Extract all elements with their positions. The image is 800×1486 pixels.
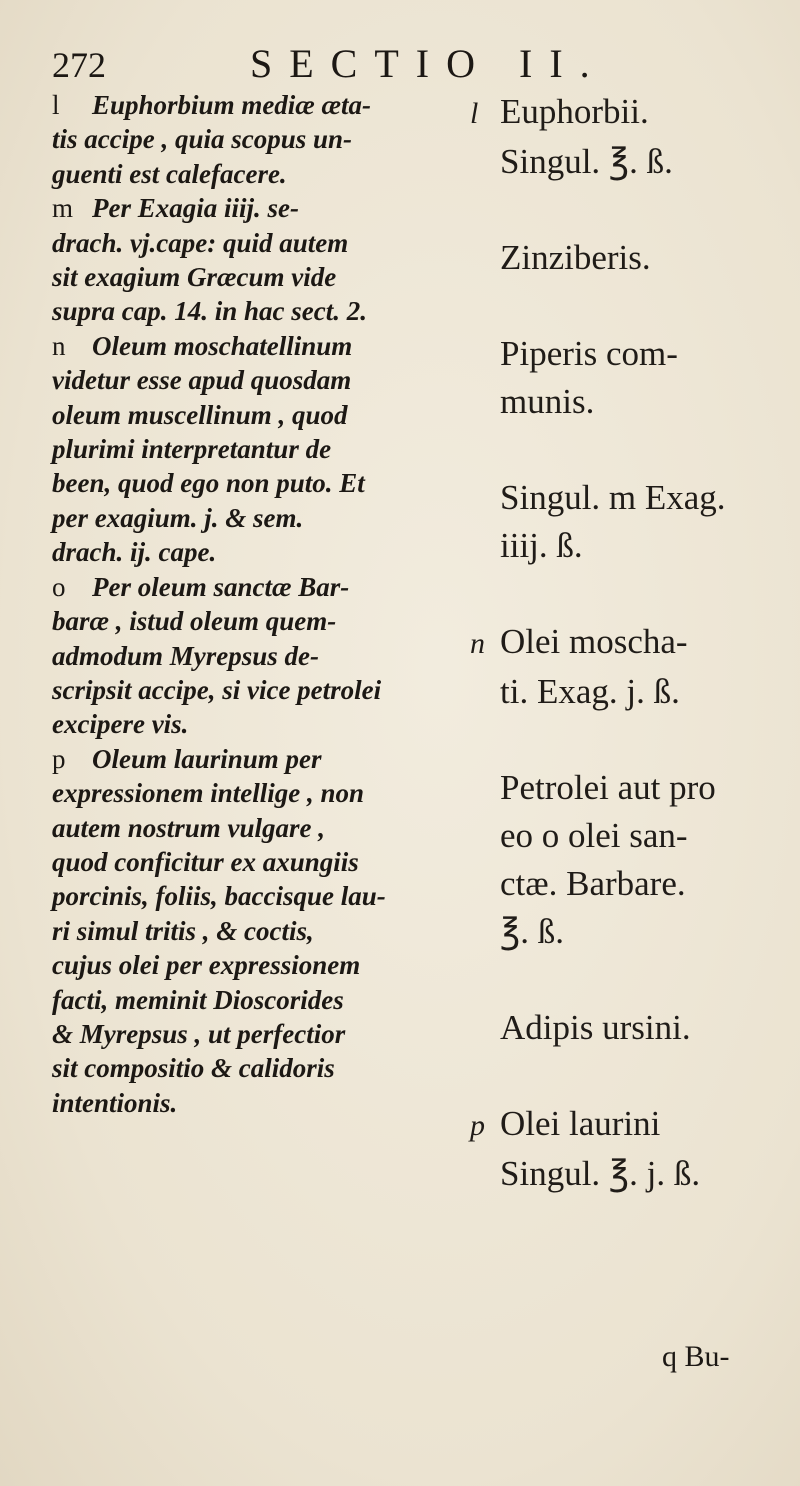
note-line [52,122,462,156]
note-text: Euphorbium mediæ æta- [92,90,372,120]
note-line [52,845,462,879]
note-text: ri simul tritis , & coctis, [52,915,314,946]
recipe-line [470,716,788,764]
recipe-line [470,234,788,282]
recipe-line [470,522,788,570]
note-line [52,1051,462,1085]
recipe-line [470,812,788,860]
note-text: intentionis. [52,1087,178,1118]
note-line [52,776,462,810]
note-letter: m [52,193,74,224]
note-mark: n [470,627,485,660]
recipe-line [470,138,788,186]
recipe-line [470,88,788,138]
note-line [52,398,462,432]
note-mark: p [470,1109,485,1142]
note-line [52,707,462,741]
note-line [52,88,462,122]
recipe-line [470,956,788,1004]
recipe-line [470,570,788,618]
note-line [52,501,462,535]
note-text: sit exagium Græcum vide [52,262,337,293]
note-l [52,88,462,191]
note-line [52,879,462,913]
recipe-ingredients [470,88,788,1198]
note-text: expressionem intellige , non [52,778,365,809]
note-text: Per Exagia iiij. se- [92,193,299,224]
note-text: per exagium. j. & sem. [52,502,304,533]
note-line [52,432,462,466]
note-text: autem nostrum vulgare , [52,812,326,843]
note-letter: p [52,743,66,774]
ingredient-text: ℥. ß. [500,912,564,951]
note-line [52,191,462,225]
note-text: guenti est calefacere. [52,158,287,189]
recipe-line [470,860,788,908]
recipe-line [470,1052,788,1100]
note-text: Oleum moschatellinum [92,330,353,361]
note-letter: l [52,90,60,120]
recipe-line [470,186,788,234]
recipe-line [470,282,788,330]
note-letter: o [52,571,66,602]
note-line [52,604,462,638]
note-line [52,1017,462,1051]
note-n [52,329,462,570]
note-line [52,535,462,569]
note-line [52,948,462,982]
note-text: sit compositio & calidoris [52,1053,335,1084]
note-text: admodum Myrepsus de- [52,640,320,671]
running-head: SECTIO II. [250,41,607,86]
note-letter: n [52,330,66,361]
recipe-line [470,618,788,668]
note-o [52,570,462,742]
note-text: plurimi interpretantur de [52,434,332,465]
note-text: scripsit accipe, si vice petrolei [52,674,382,705]
recipe-line [470,908,788,956]
note-text: drach. vj.cape: quid autem [52,227,349,258]
ingredient-text: Olei laurini [500,1104,661,1143]
note-line [52,1086,462,1120]
recipe-line [470,1150,788,1198]
note-mark: l [470,97,479,130]
note-line [52,914,462,948]
recipe-line [470,378,788,426]
note-line [52,466,462,500]
note-text: oleum muscellinum , quod [52,399,348,430]
recipe-line [470,330,788,378]
ingredient-text: iiij. ß. [500,526,583,565]
recipe-line [470,1004,788,1052]
note-text: baræ , istud oleum quem- [52,606,337,637]
note-text: Oleum laurinum per [92,743,322,774]
note-line [52,363,462,397]
recipe-line [470,668,788,716]
note-line [52,329,462,363]
note-line [52,157,462,191]
note-text: porcinis, foliis, baccisque lau- [52,881,386,912]
ingredient-text: Euphorbii. [500,92,649,131]
note-text: been, quod ego non puto. Et [52,468,365,499]
ingredient-text: eo o olei san- [500,816,688,855]
ingredient-text: munis. [500,382,595,421]
recipe-line [470,1100,788,1150]
ingredient-text: Zinziberis. [500,238,651,277]
note-p [52,742,462,1120]
note-text: excipere vis. [52,709,189,740]
note-text: facti, meminit Dioscorides [52,984,344,1015]
page-number: 272 [52,45,106,85]
ingredient-text: Piperis com- [500,334,678,373]
note-line [52,673,462,707]
ingredient-text: Olei moscha- [500,622,688,661]
recipe-line [470,764,788,812]
ingredient-text: Singul. ℥. ß. [500,142,673,181]
catchword: q Bu- [662,1340,730,1373]
note-text: drach. ij. cape. [52,537,217,568]
note-text: & Myrepsus , ut perfectior [52,1018,346,1049]
note-text: quod conficitur ex axungiis [52,846,359,877]
note-line [52,811,462,845]
commentary-notes [52,88,462,1120]
note-line [52,639,462,673]
note-line [52,983,462,1017]
note-line [52,260,462,294]
ingredient-text: Petrolei aut pro [500,768,716,807]
note-line [52,742,462,776]
note-text: Per oleum sanctæ Bar- [92,571,350,602]
recipe-line [470,474,788,522]
note-line [52,226,462,260]
note-text: videtur esse apud quosdam [52,365,352,396]
ingredient-text: ti. Exag. j. ß. [500,672,680,711]
note-line [52,294,462,328]
ingredient-text: Singul. m Exag. [500,478,726,517]
note-line [52,570,462,604]
ingredient-text: ctæ. Barbare. [500,864,686,903]
recipe-line [470,426,788,474]
note-text: supra cap. 14. in hac sect. 2. [52,296,368,327]
note-text: tis accipe , quia scopus un- [52,124,353,155]
note-text: cujus olei per expressionem [52,950,361,981]
note-m [52,191,462,329]
ingredient-text: Adipis ursini. [500,1008,691,1047]
ingredient-text: Singul. ℥. j. ß. [500,1154,701,1193]
